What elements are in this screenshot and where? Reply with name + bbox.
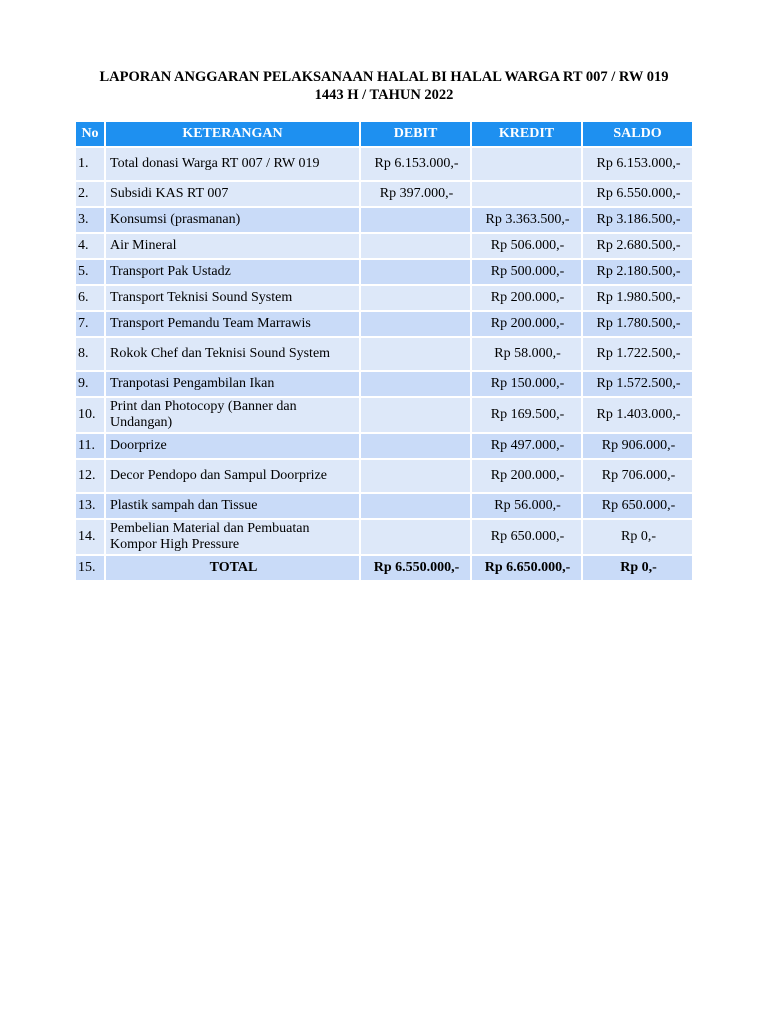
row-saldo: Rp 0,- <box>583 520 692 554</box>
row-saldo: Rp 1.722.500,- <box>583 338 692 370</box>
row-kredit: Rp 650.000,- <box>472 520 581 554</box>
table-row <box>76 234 692 258</box>
row-saldo: Rp 3.186.500,- <box>583 208 692 232</box>
row-kredit: Rp 3.363.500,- <box>472 208 581 232</box>
row-debit <box>361 398 470 432</box>
row-kredit: Rp 497.000,- <box>472 434 581 458</box>
header-no: No <box>76 122 104 146</box>
row-debit <box>361 372 470 396</box>
row-saldo: Rp 6.550.000,- <box>583 182 692 206</box>
row-number: 1. <box>76 148 104 180</box>
row-saldo: Rp 2.180.500,- <box>583 260 692 284</box>
table-row <box>76 372 692 396</box>
row-kredit: Rp 169.500,- <box>472 398 581 432</box>
row-number: 3. <box>76 208 104 232</box>
row-number: 7. <box>76 312 104 336</box>
row-saldo: Rp 2.680.500,- <box>583 234 692 258</box>
row-kredit: Rp 500.000,- <box>472 260 581 284</box>
row-debit <box>361 520 470 554</box>
table-row <box>76 520 692 554</box>
row-number: 8. <box>76 338 104 370</box>
report-title-line-1: LAPORAN ANGGARAN PELAKSANAAN HALAL BI HALAL WARGA RT 007 / RW 019 <box>99 69 669 85</box>
row-saldo: Rp 6.153.000,- <box>583 148 692 180</box>
row-debit <box>361 260 470 284</box>
row-debit <box>361 208 470 232</box>
row-kredit: Rp 200.000,- <box>472 286 581 310</box>
table-row <box>76 494 692 518</box>
row-number: 2. <box>76 182 104 206</box>
table-row <box>76 260 692 284</box>
row-number: 14. <box>76 520 104 554</box>
row-description: Plastik sampah dan Tissue <box>106 494 359 518</box>
budget-table <box>74 120 694 582</box>
row-number: 13. <box>76 494 104 518</box>
row-number: 5. <box>76 260 104 284</box>
row-saldo: Rp 1.980.500,- <box>583 286 692 310</box>
total-saldo: Rp 0,- <box>583 556 692 580</box>
row-debit <box>361 312 470 336</box>
row-kredit: Rp 58.000,- <box>472 338 581 370</box>
row-description: Air Mineral <box>106 234 359 258</box>
row-description: Tranpotasi Pengambilan Ikan <box>106 372 359 396</box>
row-description: Transport Pemandu Team Marrawis <box>106 312 359 336</box>
row-saldo: Rp 906.000,- <box>583 434 692 458</box>
table-row <box>76 182 692 206</box>
table-total-row <box>76 556 692 580</box>
table-header-row <box>76 122 692 146</box>
row-number: 12. <box>76 460 104 492</box>
row-number: 9. <box>76 372 104 396</box>
header-keterangan: KETERANGAN <box>106 122 359 146</box>
table-row <box>76 338 692 370</box>
header-saldo: SALDO <box>583 122 692 146</box>
total-debit: Rp 6.550.000,- <box>361 556 470 580</box>
total-row-number: 15. <box>76 556 104 580</box>
row-saldo: Rp 650.000,- <box>583 494 692 518</box>
row-kredit: Rp 200.000,- <box>472 460 581 492</box>
row-description: Total donasi Warga RT 007 / RW 019 <box>106 148 359 180</box>
table-row <box>76 460 692 492</box>
row-description: Decor Pendopo dan Sampul Doorprize <box>106 460 359 492</box>
total-kredit: Rp 6.650.000,- <box>472 556 581 580</box>
total-label: TOTAL <box>106 556 359 580</box>
table-row <box>76 398 692 432</box>
row-kredit: Rp 506.000,- <box>472 234 581 258</box>
row-kredit: Rp 150.000,- <box>472 372 581 396</box>
table-row <box>76 208 692 232</box>
row-description: Subsidi KAS RT 007 <box>106 182 359 206</box>
row-description: Pembelian Material dan Pembuatan Kompor High Pressure <box>106 520 359 554</box>
row-saldo: Rp 1.403.000,- <box>583 398 692 432</box>
header-debit: DEBIT <box>361 122 470 146</box>
row-debit <box>361 286 470 310</box>
row-number: 4. <box>76 234 104 258</box>
report-title-line-2: 1443 H / TAHUN 2022 <box>314 87 454 103</box>
table-row <box>76 148 692 180</box>
row-number: 10. <box>76 398 104 432</box>
row-description: Doorprize <box>106 434 359 458</box>
row-debit <box>361 460 470 492</box>
row-description: Rokok Chef dan Teknisi Sound System <box>106 338 359 370</box>
row-debit: Rp 397.000,- <box>361 182 470 206</box>
row-debit <box>361 434 470 458</box>
row-saldo: Rp 1.572.500,- <box>583 372 692 396</box>
table-row <box>76 434 692 458</box>
row-saldo: Rp 706.000,- <box>583 460 692 492</box>
row-debit <box>361 234 470 258</box>
row-kredit: Rp 200.000,- <box>472 312 581 336</box>
table-row <box>76 312 692 336</box>
table-row <box>76 286 692 310</box>
row-description: Transport Teknisi Sound System <box>106 286 359 310</box>
row-saldo: Rp 1.780.500,- <box>583 312 692 336</box>
row-description: Print dan Photocopy (Banner dan Undangan) <box>106 398 359 432</box>
row-debit <box>361 338 470 370</box>
report-title <box>40 68 728 104</box>
row-description: Konsumsi (prasmanan) <box>106 208 359 232</box>
row-number: 6. <box>76 286 104 310</box>
header-kredit: KREDIT <box>472 122 581 146</box>
row-kredit: Rp 56.000,- <box>472 494 581 518</box>
row-kredit <box>472 148 581 180</box>
row-debit <box>361 494 470 518</box>
row-debit: Rp 6.153.000,- <box>361 148 470 180</box>
row-number: 11. <box>76 434 104 458</box>
row-description: Transport Pak Ustadz <box>106 260 359 284</box>
row-kredit <box>472 182 581 206</box>
